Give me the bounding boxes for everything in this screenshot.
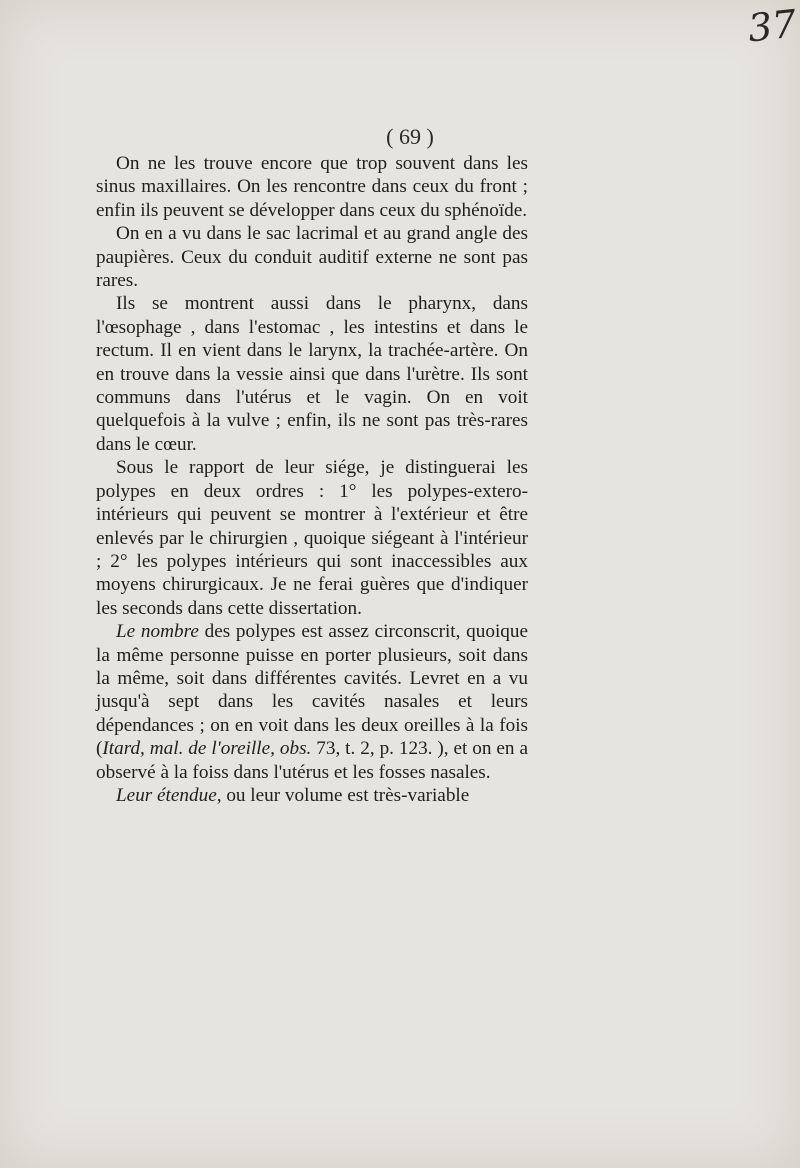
paragraph-nombre <box>96 620 528 784</box>
paragraph-lacrimal: On en a vu dans le sac lacrimal et au grand angle des paupières. Ceux du conduit auditif externe ne sont pas rares. <box>96 223 528 292</box>
body-text <box>96 152 528 807</box>
lead-etendue: Leur étendue, <box>116 784 222 806</box>
paragraph-siege: Sous le rapport de leur siége, je distinguerai les polypes en deux ordres : 1° les polypes-extero-intérieurs qui peuvent se montrer à l'extérieur et être enlevés par le chirurgien , quoique siégeant à l'intérieur ; 2° les polypes intérieurs qui sont inaccessibles aux moyens chirurgicaux. Je ne ferai guères que d'indiquer les seconds dans cette dissertation. <box>96 457 528 619</box>
page-number: ( 69 ) <box>386 124 434 149</box>
etendue-text: ou leur volume est très-variable <box>221 784 470 806</box>
paragraph-pharynx: Ils se montrent aussi dans le pharynx, dans l'œsophage , dans l'estomac , les intestins et dans le rectum. Il en vient dans le larynx, la trachée-artère. On en trouve dans la vessie ainsi que dans l'urètre. Ils sont communs dans l'utérus et le vagin. On en voit quelquefois à la vulve ; enfin, ils ne sont pas très-rares dans le cœur. <box>96 293 528 455</box>
lead-nombre: Le nombre <box>116 621 199 643</box>
handwritten-folio-number: 37 <box>745 1 799 51</box>
nombre-text-b: 73, t. 2, p. 123. ), et on en a observé à la foiss dans l'utérus et les fosses nasales. <box>96 738 528 783</box>
paragraph-etendue <box>96 784 528 807</box>
citation-itard: Itard, mal. de l'oreille, obs. <box>102 738 312 760</box>
paragraph-sinus: On ne les trouve encore que trop souvent dans les sinus maxillaires. On les rencontre dans ceux du front ; enfin ils peuvent se développer dans ceux du sphénoïde. <box>96 153 528 221</box>
nombre-text-a: des polypes est assez circonscrit, quoique la même personne puisse en porter plusieurs, soit dans la même, soit dans différentes cavités. Levret en a vu jusqu'à sept dans les cavités nasales et leurs dépendances ; on en voit dans les deux oreilles à la fois ( <box>96 621 528 760</box>
